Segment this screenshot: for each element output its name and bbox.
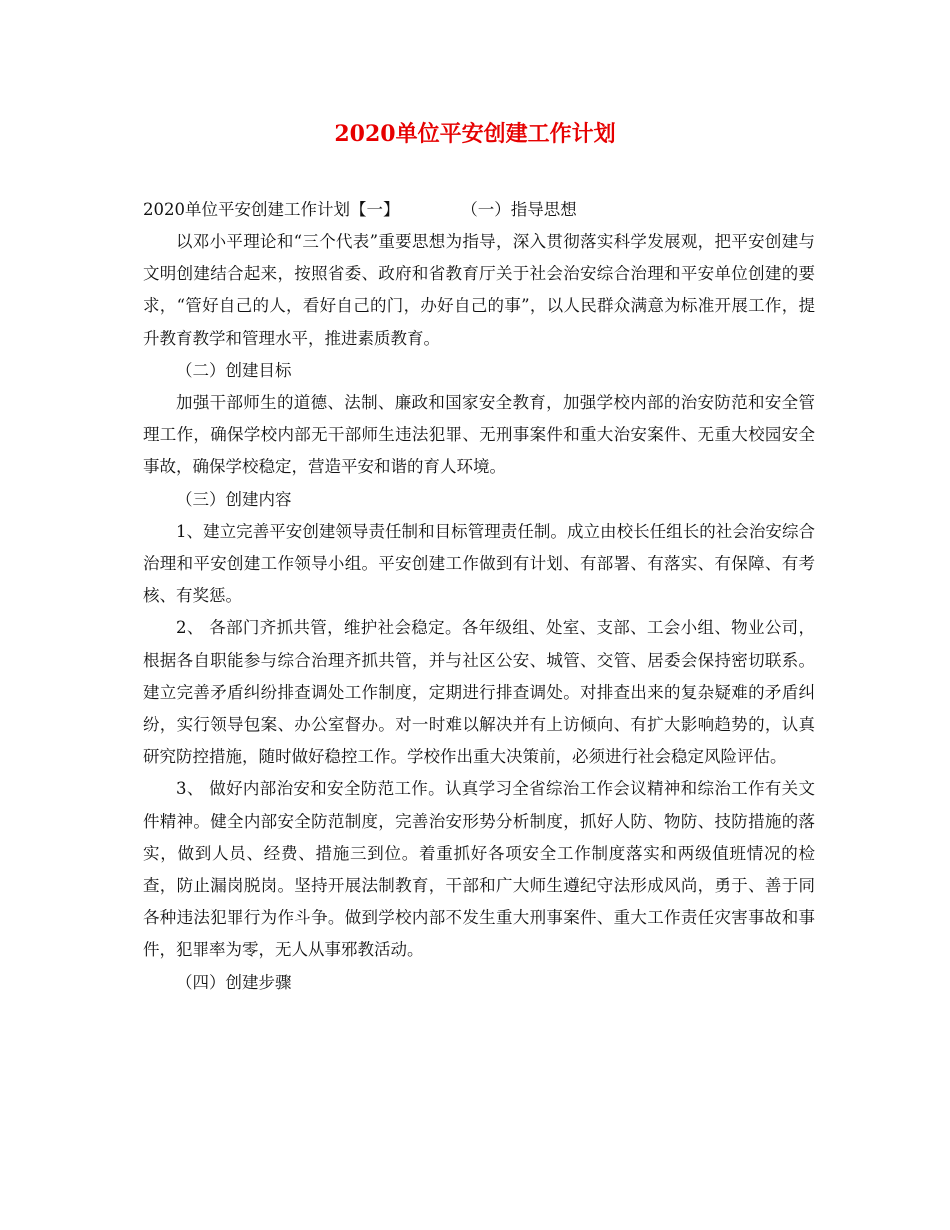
paragraph-content-3: 3、 做好内部治安和安全防范工作。认真学习全省综治工作会议精神和综治工作有关文件精神。健全内部安全防范制度，完善治安形势分析制度，抓好人防、物防、技防措施的落实，做到人员、经费、措施三到位。着重抓好各项安全工作制度落实和两级值班情况的检查，防止漏岗脱岗。坚持开展法制教育，干部和广大师生遵纪守法形成风尚，勇于、善于同各种违法犯罪行为作斗争。做到学校内部不发生重大刑事案件、重大工作责任灾害事故和事件，犯罪率为零，无人从事邪教活动。 [143,779,815,960]
plan-heading: 2020单位平安创建工作计划【一】 [143,200,400,219]
paragraph-content-2: 2、 各部门齐抓共管，维护社会稳定。各年级组、处室、支部、工会小组、物业公司，根据各自职能参与综合治理齐抓共管，并与社区公安、城管、交管、居委会保持密切联系。建立完善矛盾纠纷排查调处工作制度，定期进行排查调处。对排查出来的复杂疑难的矛盾纠纷，实行领导包案、办公室督办。对一时难以解决并有上访倾向、有扩大影响趋势的，认真研究防控措施，随时做好稳控工作。学校作出重大决策前，必须进行社会稳定风险评估。 [143,618,815,767]
paragraph-goals: 加强干部师生的道德、法制、廉政和国家安全教育，加强学校内部的治安防范和安全管理工作，确保学校内部无干部师生违法犯罪、无刑事案件和重大治安案件、无重大校园安全事故，确保学校稳定，营造平安和谐的育人环境。 [143,393,815,477]
section-heading-steps: （四）创建步骤 [176,972,292,992]
section-heading-guiding-ideology: （一）指导思想 [469,200,577,219]
section-heading-content: （三）创建内容 [176,489,292,509]
document-title: 2020单位平安创建工作计划 [334,121,616,147]
paragraph-content-1: 1、建立完善平安创建领导责任制和目标管理责任制。成立由校长任组长的社会治安综合治理和平安创建工作领导小组。平安创建工作做到有计划、有部署、有落实、有保障、有考核、有奖惩。 [143,521,815,606]
paragraph-guiding-ideology: 以邓小平理论和“三个代表”重要思想为指导，深入贯彻落实科学发展观，把平安创建与文明创建结合起来，按照省委、政府和省教育厅关于社会治安综合治理和平安单位创建的要求，“管好自己的人，看好自己的门，办好自己的事”，以人民群众满意为标准开展工作，提升教育教学和管理水平，推进素质教育。 [143,232,815,348]
plan-heading-line [143,194,815,226]
document-body [143,194,815,999]
section-heading-goals: （二）创建目标 [176,360,292,380]
